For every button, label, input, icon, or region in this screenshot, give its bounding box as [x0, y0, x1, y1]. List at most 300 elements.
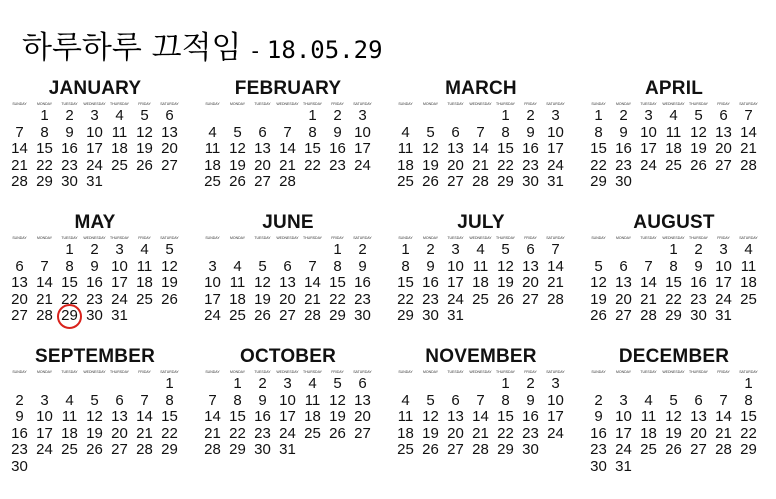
day-cell: 21: [11, 156, 28, 174]
day-cell: 14: [11, 140, 28, 158]
weekday-label: THURSDAY: [496, 236, 515, 240]
empty-cell: [711, 376, 736, 393]
day-cell: 11: [304, 391, 321, 409]
day-cell: 7: [644, 257, 653, 275]
day-cell: 2: [619, 107, 628, 124]
day-cell: 8: [65, 257, 74, 275]
month-january: [7, 78, 183, 191]
day-cell: 9: [694, 257, 703, 275]
weekday-label: FRIDAY: [524, 370, 537, 374]
day-cell: 28: [715, 441, 732, 459]
day-cell: 19: [254, 290, 271, 308]
day-cell: 28: [640, 307, 657, 325]
weekday-label: WEDNESDAY: [83, 236, 106, 240]
day-cell: 10: [279, 391, 296, 409]
day-cell: 8: [165, 391, 174, 409]
day-cell: 9: [526, 391, 535, 409]
weekday-label: THURSDAY: [110, 236, 129, 240]
day-cell: 26: [254, 307, 271, 325]
day-cell: 2: [526, 107, 535, 124]
day-cell: 13: [447, 408, 464, 426]
day-cell: 3: [208, 257, 217, 275]
day-cell: 13: [254, 140, 271, 158]
day-cell: 20: [615, 290, 632, 308]
weekday-label: TUESDAY: [447, 370, 464, 374]
weekday-label: WEDNESDAY: [662, 236, 685, 240]
empty-cell: [418, 108, 443, 125]
weekday-label: TUESDAY: [447, 236, 464, 240]
day-cell: 16: [329, 140, 346, 158]
day-cell: 30: [690, 307, 707, 325]
weekday-header: [200, 100, 376, 108]
day-cell: 22: [229, 424, 246, 442]
day-cell: 17: [640, 140, 657, 158]
weekday-header: [393, 368, 569, 376]
weekday-label: FRIDAY: [331, 236, 344, 240]
day-cell: 20: [715, 140, 732, 158]
weekday-label: SATURDAY: [353, 236, 372, 240]
day-cell: 9: [333, 123, 342, 141]
day-cell: 27: [11, 307, 28, 325]
title-dash: -: [251, 39, 259, 64]
weekday-label: SATURDAY: [353, 102, 372, 106]
day-grid: [7, 376, 183, 476]
day-cell: 31: [86, 173, 103, 191]
day-cell: 16: [522, 408, 539, 426]
weekday-label: WEDNESDAY: [83, 102, 106, 106]
weekday-header: [393, 100, 569, 108]
day-cell: 17: [279, 408, 296, 426]
day-cell: 19: [590, 290, 607, 308]
weekday-label: WEDNESDAY: [83, 370, 106, 374]
day-cell: 23: [329, 156, 346, 174]
weekday-label: MONDAY: [422, 236, 439, 240]
title-text: 하루하루 끄적임: [22, 30, 242, 66]
day-cell: 21: [472, 156, 489, 174]
weekday-label: THURSDAY: [110, 102, 129, 106]
day-cell: 1: [744, 375, 753, 392]
weekday-label: FRIDAY: [138, 370, 151, 374]
day-cell: 22: [497, 156, 514, 174]
day-cell: 10: [547, 123, 564, 141]
day-cell: 25: [61, 441, 78, 459]
day-cell: 21: [279, 156, 296, 174]
empty-cell: [107, 376, 132, 393]
day-cell: 15: [497, 408, 514, 426]
day-cell: 29: [329, 307, 346, 325]
day-cell: 15: [161, 408, 178, 426]
day-cell: 31: [111, 307, 128, 325]
day-cell: 28: [547, 290, 564, 308]
day-cell: 28: [304, 307, 321, 325]
day-cell: 4: [401, 391, 410, 409]
day-cell: 19: [690, 140, 707, 158]
day-cell: 6: [526, 241, 535, 258]
empty-cell: [586, 242, 611, 259]
day-cell: 19: [422, 156, 439, 174]
day-cell: 5: [233, 123, 242, 141]
day-cell: 30: [354, 307, 371, 325]
month-name: AUGUST: [633, 212, 715, 233]
day-cell: 30: [61, 173, 78, 191]
day-cell: 18: [740, 274, 757, 292]
weekday-label: TUESDAY: [640, 236, 657, 240]
day-cell: 3: [719, 241, 728, 258]
month-name: MAY: [74, 212, 116, 233]
weekday-label: TUESDAY: [254, 102, 271, 106]
month-name: JANUARY: [48, 78, 142, 99]
weekday-label: SUNDAY: [12, 370, 27, 374]
day-cell: 10: [36, 408, 53, 426]
weekday-label: WEDNESDAY: [276, 236, 299, 240]
day-cell: 29: [590, 173, 607, 191]
day-cell: 20: [254, 156, 271, 174]
day-cell: 8: [401, 257, 410, 275]
weekday-label: FRIDAY: [524, 102, 537, 106]
day-cell: 21: [740, 140, 757, 158]
weekday-label: WEDNESDAY: [662, 102, 685, 106]
day-cell: 7: [744, 107, 753, 124]
day-cell: 23: [422, 290, 439, 308]
empty-cell: [82, 376, 107, 393]
day-cell: 13: [111, 408, 128, 426]
day-grid: [200, 242, 376, 325]
day-cell: 29: [397, 307, 414, 325]
day-cell: 11: [640, 408, 657, 426]
day-cell: 26: [422, 441, 439, 459]
day-cell: 6: [451, 391, 460, 409]
day-cell: 14: [136, 408, 153, 426]
day-cell: 25: [397, 173, 414, 191]
month-september: [7, 346, 183, 476]
day-cell: 4: [308, 375, 317, 392]
day-cell: 29: [36, 173, 53, 191]
month-august: [586, 212, 762, 325]
day-cell: 13: [161, 123, 178, 141]
weekday-label: TUESDAY: [61, 102, 78, 106]
day-cell: 21: [204, 424, 221, 442]
day-cell: 17: [86, 140, 103, 158]
empty-cell: [393, 376, 418, 393]
empty-cell: [200, 108, 225, 125]
day-cell: 5: [501, 241, 510, 258]
day-cell: 9: [90, 257, 99, 275]
day-cell: 29: [229, 441, 246, 459]
day-cell: 30: [11, 457, 28, 475]
day-cell: 3: [115, 241, 124, 258]
weekday-label: MONDAY: [36, 236, 53, 240]
weekday-label: SATURDAY: [739, 370, 758, 374]
day-cell: 30: [590, 457, 607, 475]
day-cell: 18: [640, 424, 657, 442]
day-cell: 7: [476, 391, 485, 409]
day-cell: 10: [204, 274, 221, 292]
day-cell: 20: [111, 424, 128, 442]
day-cell: 7: [551, 241, 560, 258]
weekday-label: WEDNESDAY: [662, 370, 685, 374]
day-cell: 8: [594, 123, 603, 141]
empty-cell: [275, 242, 300, 259]
day-cell: 1: [501, 375, 510, 392]
day-cell: 12: [136, 123, 153, 141]
day-cell: 19: [229, 156, 246, 174]
day-cell: 4: [208, 123, 217, 141]
day-cell: 3: [644, 107, 653, 124]
day-grid: [200, 376, 376, 459]
day-cell: 18: [229, 290, 246, 308]
day-cell: 3: [40, 391, 49, 409]
day-cell: 18: [136, 274, 153, 292]
day-cell: 1: [165, 375, 174, 392]
day-cell: 30: [86, 307, 103, 325]
day-grid: [586, 376, 762, 476]
empty-cell: [443, 376, 468, 393]
day-cell: 23: [354, 290, 371, 308]
day-cell: 15: [304, 140, 321, 158]
weekday-label: SUNDAY: [398, 102, 413, 106]
day-cell: 9: [426, 257, 435, 275]
weekday-label: FRIDAY: [717, 236, 730, 240]
day-cell: 1: [40, 107, 49, 124]
empty-cell: [132, 376, 157, 393]
empty-cell: [468, 108, 493, 125]
day-cell: 14: [740, 123, 757, 141]
day-cell: 24: [547, 156, 564, 174]
weekday-label: THURSDAY: [110, 370, 129, 374]
day-cell: 20: [447, 156, 464, 174]
weekday-label: THURSDAY: [689, 102, 708, 106]
day-cell: 17: [547, 408, 564, 426]
day-cell: 7: [40, 257, 49, 275]
day-cell: 24: [354, 156, 371, 174]
day-cell: 21: [472, 424, 489, 442]
day-cell: 3: [619, 391, 628, 409]
day-cell: 27: [522, 290, 539, 308]
day-cell: 22: [740, 424, 757, 442]
day-cell: 27: [111, 441, 128, 459]
weekday-label: MONDAY: [36, 370, 53, 374]
day-cell: 11: [61, 408, 78, 426]
month-february: [200, 78, 376, 191]
weekday-label: SUNDAY: [12, 236, 27, 240]
day-cell: 17: [547, 140, 564, 158]
day-cell: 22: [665, 290, 682, 308]
empty-cell: [418, 376, 443, 393]
day-cell: 29: [497, 173, 514, 191]
day-cell: 27: [161, 156, 178, 174]
day-cell: 23: [615, 156, 632, 174]
weekday-label: SATURDAY: [546, 236, 565, 240]
day-cell: 14: [472, 408, 489, 426]
weekday-label: SUNDAY: [12, 102, 27, 106]
day-cell: 25: [740, 290, 757, 308]
empty-cell: [636, 376, 661, 393]
day-cell: 12: [229, 140, 246, 158]
day-cell: 27: [715, 156, 732, 174]
day-cell: 21: [304, 290, 321, 308]
day-cell: 20: [354, 408, 371, 426]
day-cell: 30: [522, 441, 539, 459]
day-cell: 11: [740, 257, 757, 275]
day-cell: 13: [11, 274, 28, 292]
day-grid: [586, 108, 762, 191]
day-cell: 23: [11, 441, 28, 459]
day-cell: 4: [669, 107, 678, 124]
day-cell: 19: [136, 140, 153, 158]
day-cell: 6: [15, 257, 24, 275]
day-cell: 11: [204, 140, 221, 158]
day-cell: 7: [15, 123, 24, 141]
day-cell: 18: [397, 424, 414, 442]
day-cell: 30: [615, 173, 632, 191]
day-cell: 22: [329, 290, 346, 308]
weekday-label: FRIDAY: [138, 236, 151, 240]
day-cell: 23: [590, 441, 607, 459]
empty-cell: [300, 242, 325, 259]
day-cell: 8: [501, 123, 510, 141]
day-cell: 7: [208, 391, 217, 409]
day-cell: 14: [36, 274, 53, 292]
empty-cell: [7, 376, 32, 393]
day-cell: 5: [694, 107, 703, 124]
day-cell: 16: [615, 140, 632, 158]
day-cell: 26: [161, 290, 178, 308]
day-cell: 4: [476, 241, 485, 258]
day-cell: 21: [547, 274, 564, 292]
day-cell: 2: [90, 241, 99, 258]
weekday-label: SATURDAY: [160, 102, 179, 106]
day-cell: 16: [61, 140, 78, 158]
day-cell: 14: [715, 408, 732, 426]
day-cell: 19: [665, 424, 682, 442]
day-cell: 5: [333, 375, 342, 392]
month-december: [586, 346, 762, 476]
day-cell: 24: [447, 290, 464, 308]
month-march: [393, 78, 569, 191]
weekday-label: FRIDAY: [717, 370, 730, 374]
day-cell: 22: [61, 290, 78, 308]
day-cell: 27: [690, 441, 707, 459]
day-cell: 9: [619, 123, 628, 141]
weekday-label: THURSDAY: [496, 102, 515, 106]
weekday-label: SATURDAY: [353, 370, 372, 374]
weekday-label: MONDAY: [422, 102, 439, 106]
day-cell: 16: [11, 424, 28, 442]
highlighted-day-circle: 29: [57, 308, 82, 325]
day-cell: 2: [594, 391, 603, 409]
weekday-label: THURSDAY: [303, 370, 322, 374]
day-cell: 4: [140, 241, 149, 258]
day-cell: 29: [740, 441, 757, 459]
day-cell: 24: [86, 156, 103, 174]
weekday-label: FRIDAY: [331, 370, 344, 374]
day-cell: 9: [258, 391, 267, 409]
weekday-label: WEDNESDAY: [276, 102, 299, 106]
day-cell: 2: [426, 241, 435, 258]
day-cell: 26: [136, 156, 153, 174]
day-cell: 13: [354, 391, 371, 409]
day-cell: 11: [397, 140, 414, 158]
empty-cell: [7, 108, 32, 125]
day-cell: 24: [640, 156, 657, 174]
empty-cell: [611, 242, 636, 259]
day-grid: [393, 242, 569, 325]
day-cell: 25: [204, 173, 221, 191]
day-cell: 10: [354, 123, 371, 141]
day-cell: 12: [329, 391, 346, 409]
day-cell: 7: [308, 257, 317, 275]
weekday-label: SUNDAY: [205, 102, 220, 106]
weekday-label: SUNDAY: [591, 236, 606, 240]
day-cell: 8: [40, 123, 49, 141]
day-cell: 18: [304, 408, 321, 426]
weekday-label: SATURDAY: [546, 370, 565, 374]
weekday-label: MONDAY: [422, 370, 439, 374]
month-name: DECEMBER: [618, 346, 730, 367]
day-cell: 6: [165, 107, 174, 124]
day-cell: 4: [644, 391, 653, 409]
weekday-label: MONDAY: [229, 370, 246, 374]
day-cell: 28: [136, 441, 153, 459]
day-cell: 25: [472, 290, 489, 308]
day-cell: 1: [65, 241, 74, 258]
day-cell: 8: [308, 123, 317, 141]
day-cell: 23: [522, 424, 539, 442]
day-cell: 8: [744, 391, 753, 409]
weekday-label: TUESDAY: [447, 102, 464, 106]
day-cell: 15: [590, 140, 607, 158]
weekday-label: FRIDAY: [331, 102, 344, 106]
day-cell: 10: [111, 257, 128, 275]
weekday-label: SUNDAY: [398, 370, 413, 374]
day-cell: 28: [472, 441, 489, 459]
day-cell: 22: [304, 156, 321, 174]
day-cell: 11: [111, 123, 128, 141]
day-cell: 3: [551, 375, 560, 392]
empty-cell: [586, 376, 611, 393]
month-name: OCTOBER: [239, 346, 337, 367]
day-cell: 17: [204, 290, 221, 308]
day-cell: 1: [669, 241, 678, 258]
weekday-label: FRIDAY: [717, 102, 730, 106]
day-cell: 22: [590, 156, 607, 174]
day-cell: 2: [258, 375, 267, 392]
weekday-label: THURSDAY: [303, 102, 322, 106]
day-cell: 16: [522, 140, 539, 158]
day-cell: 13: [715, 123, 732, 141]
day-cell: 26: [590, 307, 607, 325]
day-cell: 28: [740, 156, 757, 174]
day-cell: 30: [254, 441, 271, 459]
day-cell: 15: [497, 140, 514, 158]
day-cell: 22: [161, 424, 178, 442]
day-cell: 1: [401, 241, 410, 258]
day-cell: 23: [690, 290, 707, 308]
day-cell: 31: [715, 307, 732, 325]
empty-cell: [7, 242, 32, 259]
weekday-label: SATURDAY: [739, 102, 758, 106]
empty-cell: [225, 108, 250, 125]
day-cell: 25: [397, 441, 414, 459]
day-cell: 23: [254, 424, 271, 442]
empty-cell: [200, 242, 225, 259]
day-cell: 14: [472, 140, 489, 158]
weekday-label: THURSDAY: [303, 236, 322, 240]
empty-cell: [225, 242, 250, 259]
day-cell: 14: [279, 140, 296, 158]
day-cell: 30: [422, 307, 439, 325]
day-cell: 24: [36, 441, 53, 459]
